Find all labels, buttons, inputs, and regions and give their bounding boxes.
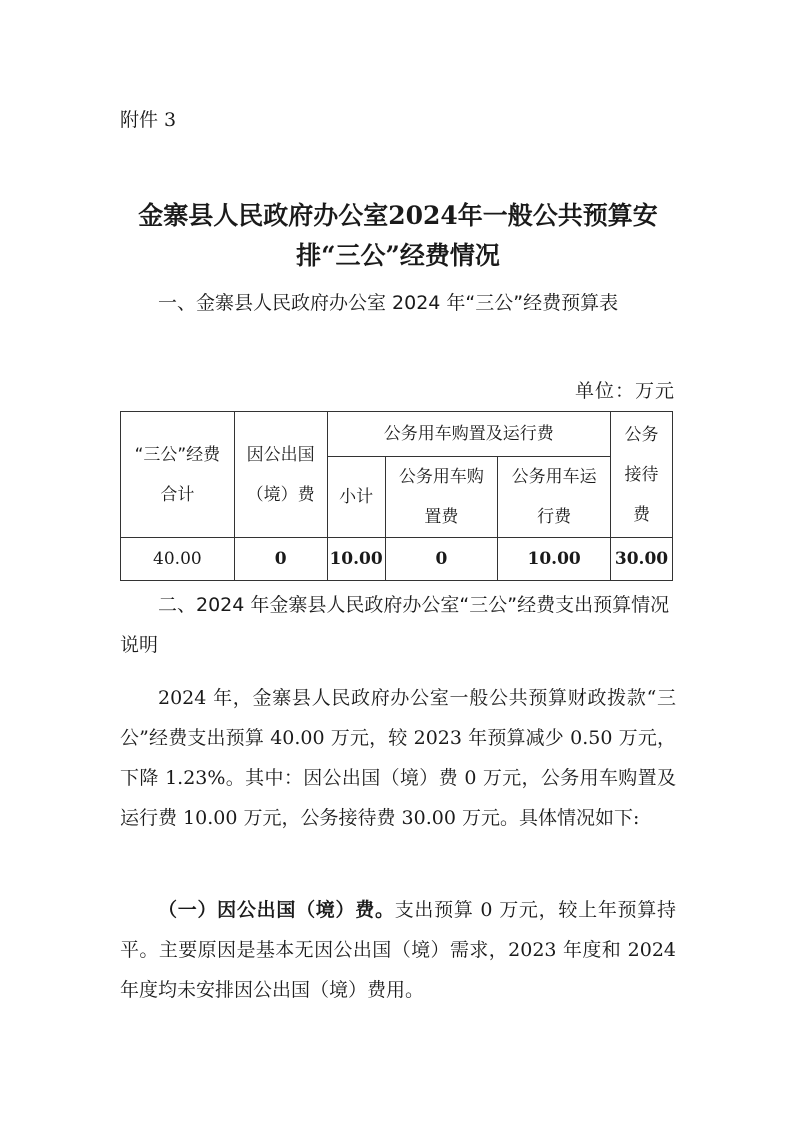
table-row xyxy=(121,538,673,581)
paragraph-abroad xyxy=(120,890,676,1010)
unit-label: 单位：万元 xyxy=(574,380,675,402)
paragraph-abroad-heading: （一）因公出国（境）费。 xyxy=(158,899,395,921)
header-vehicle: 公务用车购置及运行费 xyxy=(327,412,610,457)
budget-table xyxy=(120,411,673,581)
paragraph-summary: 2024 年，金寨县人民政府办公室一般公共预算财政拨款“三公”经费支出预算 40.00 万元，较 2023 年预算减少 0.50 万元，下降 1.23%。其中：因公出国（境）费 0 万元，公务用车购置及运行费 10.00 万元，公务接待费 30.00 万元。具体情况如下: xyxy=(120,687,676,829)
value-total: 40.00 xyxy=(121,538,235,581)
value-reception: 30.00 xyxy=(610,538,672,581)
section-heading-1: 一、金寨县人民政府办公室 2024 年“三公”经费预算表 xyxy=(158,292,619,314)
document-title: 金寨县人民政府办公室2024年一般公共预算安排“三公”经费情况 xyxy=(138,201,658,270)
header-subtotal: 小计 xyxy=(327,457,385,538)
value-purchase: 0 xyxy=(385,538,498,581)
header-operation: 公务用车运行费 xyxy=(498,457,611,538)
value-subtotal: 10.00 xyxy=(327,538,385,581)
value-abroad: 0 xyxy=(234,538,327,581)
attachment-label: 附件 3 xyxy=(120,109,177,131)
header-reception: 公务接待费 xyxy=(610,412,672,538)
section-heading-2: 二、2024 年金寨县人民政府办公室“三公”经费支出预算情况说明 xyxy=(120,594,670,656)
paragraph-abroad-body: 支出预算 0 万元，较上年预算持平。主要原因是基本无因公出国（境）需求，2023 年度和 2024 年度均未安排因公出国（境）费用。 xyxy=(120,899,676,1001)
value-operation: 10.00 xyxy=(498,538,611,581)
header-total: “三公”经费合计 xyxy=(121,412,235,538)
header-purchase: 公务用车购置费 xyxy=(385,457,498,538)
header-abroad: 因公出国（境）费 xyxy=(234,412,327,538)
